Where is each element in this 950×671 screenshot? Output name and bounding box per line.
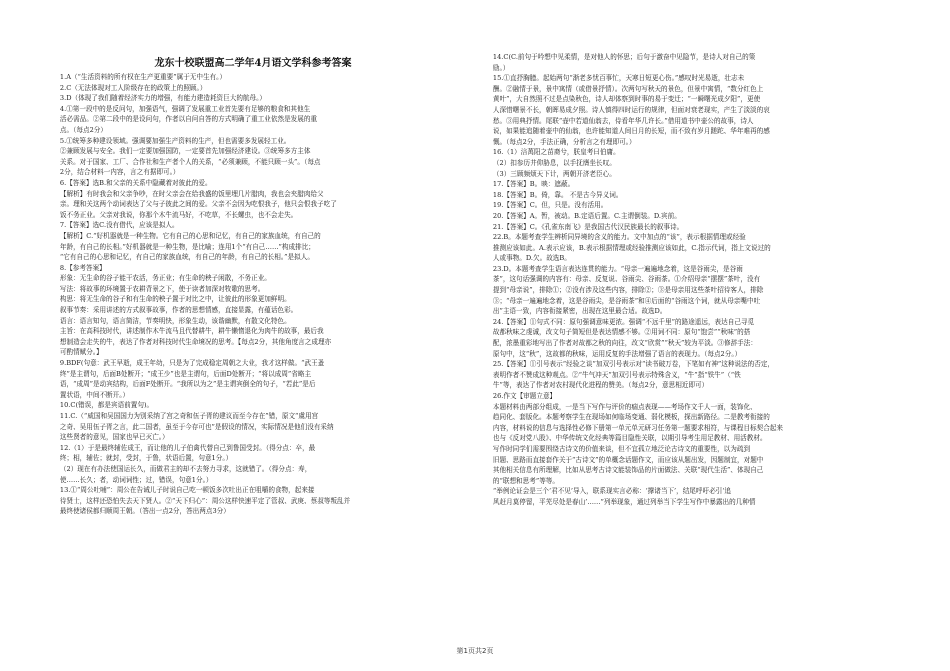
text-line: 最终使诸侯都归顺周王朝。（答出一点2分，答出两点3分） xyxy=(59,507,230,516)
text-line: 23.D。本题考查学生语言表达连贯的能力。“母亲一遍遍地念着，这是谷雨尖，是谷雨 xyxy=(492,264,743,273)
text-line: 励。） xyxy=(492,63,510,72)
text-line: 慨。（每点2分，手法正确，分析言之有理即可。） xyxy=(492,137,636,146)
text-line: 6.【答案】选B.和父亲的关系中隐藏着对彼此的爱。 xyxy=(59,178,212,187)
text-line: 22.B。本题考查学生辨析同异境的含义的能力。文中加点的“该”，表示根据情理或经验 xyxy=(492,233,746,242)
text-line: 酬。②融情于景，景中寓情（或借景抒情）。次两句写秋天的景色，但景中寓情，“数分红色上 xyxy=(492,84,764,93)
text-line: 这些贤者的意见，国家也早已灭亡。） xyxy=(59,433,169,442)
text-line: 人或事物。D.欠。故选B。 xyxy=(492,254,571,263)
text-line: 15.①直抒胸臆。起始两句“渐老多忧百事忙，天寒日短更心伤。”感叹时光易逝，壮志未 xyxy=(492,74,745,83)
text-line: 茶”，这句话强调的内容有：母亲、反复说、谷雨尖、谷雨茶。①介绍母亲“摆摆”茶叶，没有 xyxy=(492,275,761,284)
text-line: 终”是主谓句，后面B处断开；“成王少”也是主谓句，后面D处断开；“将以成周”省略主 xyxy=(59,369,312,378)
text-line: 配，浓墨重彩地写出了作者对故都之秋的向往，改文“欣赏”“秋天”较为平淡。③修辞手法： xyxy=(492,339,757,348)
text-line: ③；“母亲一遍遍地念着，这是谷雨尖，是谷雨茶”和④后面的“谷雨这个词，就从母亲嘴中吐 xyxy=(492,296,761,305)
text-line: 写法：将故事的环境置于农耕背景之下，使于读者加深对牧歌的思考。 xyxy=(59,284,265,293)
text-line: 出”主语一致，内容衔接紧密，出现在这里最合适。故选D。 xyxy=(492,307,667,316)
text-line: 牛”等，表达了作者对农村现代化进程的赞美。（每点2分，意思相近即可） xyxy=(492,381,709,390)
text-line: “举例论证会是三个‘君不见’导入，联系现实言必称：‘撑诸当下’，结尾呼吁必引‘追 xyxy=(492,487,731,496)
text-line: 主旨：在高科技时代，讲述制作木牛流马且代替耕牛，耕牛懒惰退化为肉牛的故事，最后我 xyxy=(59,327,324,336)
text-line: 9.BDF(句意：武王早逝，成王年幼，只是为了完成稳定周朝之大业，我才这样做。“武王蚤 xyxy=(59,359,325,368)
text-line: 年龄，有自己的长相。”好机器就是一种生物，是比喻；连用1个“有自己……”构成排比； xyxy=(59,242,315,251)
text-line: 4.①第一段中的是反问句，加强语气，强调了发展重工业首先要有足够的粮食和其他生 xyxy=(59,104,311,113)
text-line: 19.【答案】C。但，只是。没有活用。 xyxy=(492,201,608,210)
text-line: 人深惜曙景不长，朝晖易成夕照。诗人慎得四时运行的规律，但面对衰老现实，产生了淡淡的哀 xyxy=(492,105,770,114)
text-line: 17.【答案】B。映：遮蔽。 xyxy=(492,180,575,189)
text-line: 10.C(错误，都是宾语前置句)。 xyxy=(59,401,154,410)
text-line: 5.①统筹多种建设领域。强调要加强生产资料的生产，但也需要多发展轻工业。 xyxy=(59,136,291,145)
text-line: 16.（1）涪萬阳之苗裔兮，朕皇考曰伯庸。 xyxy=(492,148,620,157)
text-line: 12.（1）于是最终辅佐成王，而让他的儿子伯禽代替自己到鲁国受封。（得分点：卒，最 xyxy=(59,443,316,452)
text-line: 其他相关信息有所理解，比如从思考古诗文能装饰品的片面做法、关联“现代生活”、体现自己 xyxy=(492,466,764,475)
text-line: 【解析】有时我会和父亲争吵，在时父亲会在给我盛的饭里埋几片腊肉，我也会夹腊肉给父 xyxy=(59,189,324,198)
text-line: 语，“成周”是动宾结构，后面F处断开。“我所以为之”是主谓宾倒全的句子，“若此”是后 xyxy=(59,380,316,389)
text-line: 3.D（体现了我们随着经济实力的增强，有能力建造耗资巨大的航母。） xyxy=(59,94,266,103)
right-column xyxy=(485,52,887,508)
text-line: 饭不务正业。父亲对我说，你那个木牛流马好，不吃草，不长螺虫，也不会走失。 xyxy=(59,210,298,219)
text-line: 2.C（无法体现对工人阶级存在的政策上的照顾。） xyxy=(59,83,207,92)
text-line: 13.①“周公吐哺”：周公在告诫儿子时说自己吃一顿饭多次吐出正在咀嚼的食物，起来接 xyxy=(59,486,315,495)
text-line: 20.【答案】A。暂，被动。B.定语后置。C.主谓倒装。D.宾前。 xyxy=(492,211,681,220)
text-line: 24.【答案】①句式不同：原句强调意味更浓。强调“不远千里”的路途遥远，表达自己寻觅 xyxy=(492,317,755,326)
text-line: 表明作者不赞成这种观点。②“牛气冲天”加双引号表示特殊含义，“牛”指“铁牛”（“铁 xyxy=(492,370,741,379)
text-line: 叙事节奏：采用讲述的方式叙事故事，作者的思想情感，直接显露，有蕴话色彩。 xyxy=(59,306,298,315)
text-line: 亲。理和关这两个动词表达了父与子彼此之间的爱。父亲不会因为吃恨我子，他只会恨我子吃了 xyxy=(59,200,337,209)
left-column xyxy=(52,54,454,517)
text-line: 14.C(C.前句于吟想中见柔情，是对他人的怀思；后句于激奋中见隐节，是诗人对自己的策 xyxy=(492,53,756,61)
text-line: 21.【答案】C。《孔雀东南飞》是我国古代汉民族最长的叙事诗。 xyxy=(492,222,684,231)
text-line: 本题材料由两部分组成，一是当下写作与评价的痼点表现——考场作文千人一面，装饰化、 xyxy=(492,402,757,411)
text-line: 推测应该如此。A.表示应该，B.表示根据情理或经验推测应该如此，C.指示代词，指上文说过的 xyxy=(492,243,771,252)
text-line: “它有自己的心思和记忆，有自己的家族血统，有自己的年龄，有自己的长相。”是拟人。 xyxy=(59,253,314,262)
text-line: 2分，结合材料一内容，言之有据即可。） xyxy=(59,168,180,177)
page-footer: 第1页共2页 xyxy=(456,647,494,655)
text-line: 内容，材料说的信息与选择性必修下册第一单元单元研习任务第一题要求相符，与课程目标契合起来 xyxy=(492,423,784,432)
text-line: 待贤士，这样还恐怕失去天下贤人。②“天下归心”：周公这样快速平定了管叔、武庚、蔡叔等叛乱并 xyxy=(59,496,351,505)
text-line: 写作时同学们需要围绕古诗文的价值来谈，但不宜孤立地泛论古诗文的重要性，以为疏到 xyxy=(492,444,751,453)
text-line: 使……长久；者，动词词性；过，错误，句意1分。） xyxy=(59,475,213,484)
text-line: 点。（每点2分） xyxy=(59,125,107,134)
text-line: （2）现在有办法使国运长久，而做君主的却不去努力寻求，这就错了。（得分点：寿， xyxy=(59,464,312,473)
text-line: 终；相，辅佐；就封，受封，于鲁，状语后置，句意1分。） xyxy=(59,454,233,463)
text-line: （3）三顾频烦天下计，两朝开济老臣心。 xyxy=(492,169,616,178)
text-line: 想制造会走失的牛，表达了作者对科技时代生命境况的思考。【每点2分，其他角度言之成理亦 xyxy=(59,337,332,346)
text-line: 语言：语言知句，语言简洁，节奏明快，形象生动，该谐幽默，有散文化特色。 xyxy=(59,316,291,325)
right-column-text xyxy=(485,52,887,508)
text-line: 原句中，这“秋”，这故都的秋味，运用反复的手法增强了语言的表现力。（每点2分。） xyxy=(492,349,742,358)
text-line: 7.【答案】选C.没有借代，应该是拟人。 xyxy=(59,221,179,230)
text-line: （2）扣参历井仰胁息，以手抚膺坐长叹。 xyxy=(492,158,616,167)
left-column-text xyxy=(52,72,454,517)
text-line: 26.作文【审题立意】 xyxy=(492,392,557,400)
text-line: 关系。对于国家、工厂、合作社和生产者个人的关系，“必须兼顾，不能只顾一头”。（每点 xyxy=(59,157,321,166)
text-line: ②兼顾发展与安全。我们一定要加强国防，一定要首先加强经济建设。③统筹多方主体 xyxy=(59,147,311,156)
text-line: 18.【答案】B。倚，靠。 不是古今异义词。 xyxy=(492,190,623,199)
text-line: 构思：将无生命的谷子和有生命的秧子置于对比之中，让彼此的形象更加鲜明。 xyxy=(59,295,291,304)
text-line: 的“联想和思考”等等。 xyxy=(492,476,559,485)
text-line: 旧题、思路而直接套作关于“古诗文”的单概念话题作文，而应该从题出发，因题制宜，对题中 xyxy=(492,455,764,464)
text-line: 8.【参考答案】 xyxy=(59,263,106,272)
text-line: 置状语，中间不断开。） xyxy=(59,390,130,399)
text-line: 活必需品。②第二段中的是设问句，作者以自问自答的方式明确了重工业依然是发展的重 xyxy=(59,115,318,124)
text-line: 之奇、吴用伍子胥之言，此二国者，虽至于今存可也”是假设的情况，实际情况是他们没有采纳 xyxy=(59,422,334,431)
text-line: 1.A（“生活资料的所有权在生产更重要”属于无中生有。） xyxy=(59,73,227,81)
text-line: 形象：无生命的谷子能干农活，务正业；有生命的秧子闲散，不务正业。 xyxy=(59,274,271,283)
text-line: 愁。③用典抒情。尾联“壶中若道仙翁去，侍看年华几许长。”借用道书中壶公的故事，诗人 xyxy=(492,116,754,125)
text-line: 可酌情赋分。】 xyxy=(59,348,103,357)
page-title: 龙东十校联盟高二学年4月语文学科参考答案 xyxy=(154,58,352,69)
text-line: 【解析】C.“好机器就是一种生物。它有自己的心思和记忆，有自己的家族血统，有自己的 xyxy=(59,231,321,240)
text-line: 趋同化、套版化。本题考察学生在现场如何临场变通、弱化模板，探出新路径。二是教考衔接的 xyxy=(492,413,770,422)
text-line: 黄叶”，大自然照不过是点染秋色，诗人却体察到时事的易于变迁；“一瞬曙光成夕阳”，更使 xyxy=(492,95,761,104)
text-line: 风赶月莫停留，平芜尽处是春山’……”列举现象，通过列举当下学生写作中暴露出的几种情 xyxy=(492,497,756,506)
text-line: 11.C.（“威国和吴国国力为别采纳了宫之奇和伍子胥的建议而至今存在”错，原文“虞用宫 xyxy=(59,412,319,420)
text-line: 也与《反对党八股》、中华传统文化经典等篇目隐性关联，以期引导考生用足教材、用活教材。 xyxy=(492,434,767,443)
text-line: 说，如果能追随着壶中的仙翁，也许能知道人间日月的长短，而不致有岁月蹉跎、华年难再的感 xyxy=(492,127,770,136)
text-line: 25.【答案】①引号表示“经验之谈”加双引号表示对“读书破万卷，下笔如有神”这种说法的否定， xyxy=(492,360,775,369)
text-line: 提到“母亲说”，排除①；②没有涉及这些内容，排除②；③是母亲用这些茶叶招待客人，排除 xyxy=(492,286,764,295)
text-line: 故都秋味之虔诚，改文句子简短但是表达情感不够。②用词不同：原句“饱尝”“秋味”的搭 xyxy=(492,328,751,337)
